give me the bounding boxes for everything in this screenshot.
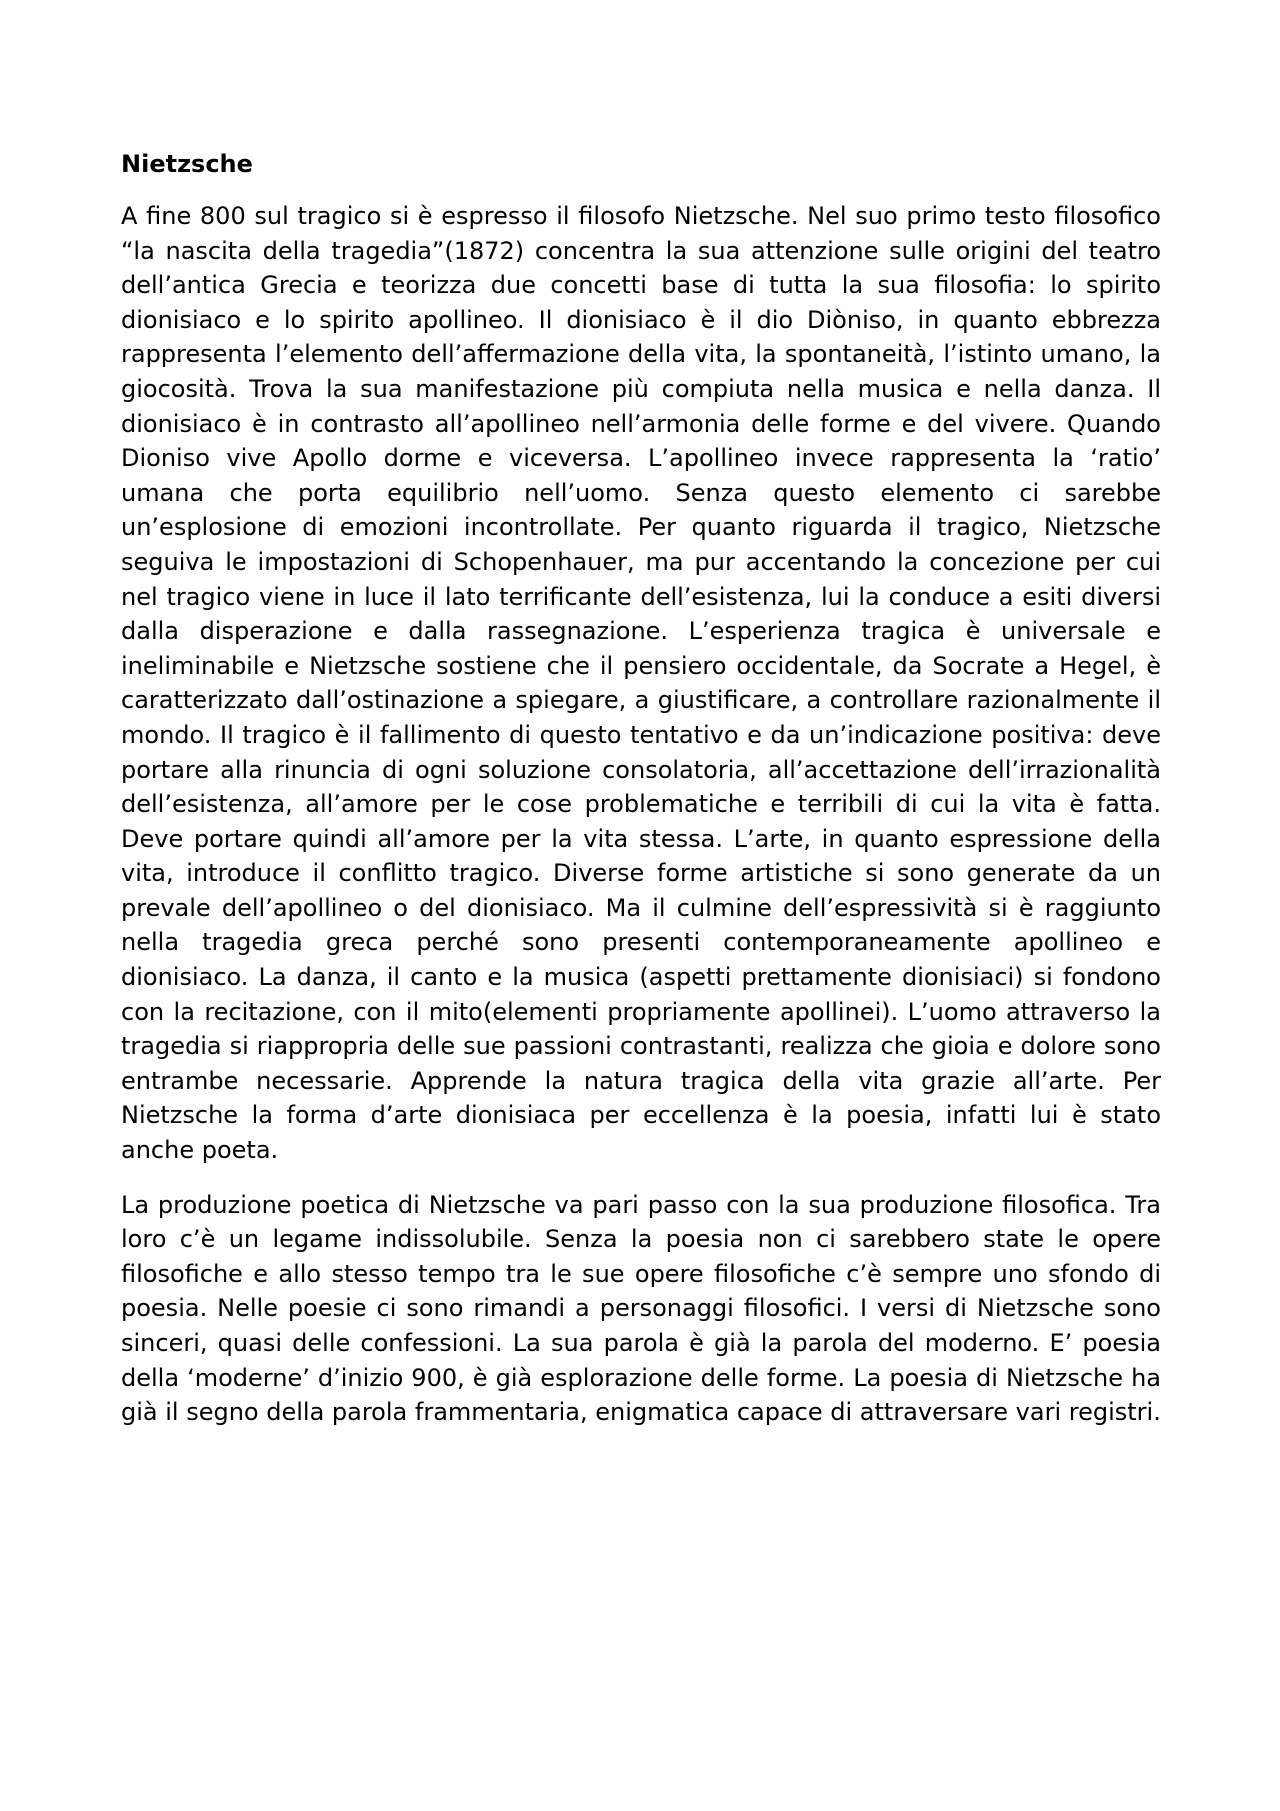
paragraph-tragic: A fine 800 sul tragico si è espresso il filosofo Nietzsche. Nel suo primo testo filosofico “la nascita della tragedia”(1872) concentra la sua attenzione sulle origini del teatro dell’antica Grecia e teorizza due concetti base di tutta la sua filosofia: lo spirito dionisiaco e lo spirito apollineo. Il dionisiaco è il dio Diòniso, in quanto ebbrezza rappresenta l’elemento dell’affermazione della vita, la spontaneità, l’istinto umano, la giocosità. Trova la sua manifestazione più compiuta nella musica e nella danza. Il dionisiaco è in contrasto all’apollineo nell’armonia delle forme e del vivere. Quando Dioniso vive Apollo dorme e viceversa. L’apollineo invece rappresenta la ‘ratio’ umana che porta equilibrio nell’uomo. Senza questo elemento ci sarebbe un’esplosione di emozioni incontrollate. Per quanto riguarda il tragico, Nietzsche seguiva le impostazioni di Schopenhauer, ma pur accentando la concezione per cui nel tragico viene in luce il lato terrificante dell’esistenza, lui la conduce a esiti diversi dalla disperazione e dalla rassegnazione. L’esperienza tragica è universale e ineliminabile e Nietzsche sostiene che il pensiero occidentale, da Socrate a Hegel, è caratterizzato dall’ostinazione a spiegare, a giustificare, a controllare razionalmente il mondo. Il tragico è il fallimento di questo tentativo e da un’indicazione positiva: deve portare alla rinuncia di ogni soluzione consolatoria, all’accettazione dell’irrazionalità dell’esistenza, all’amore per le cose problematiche e terribili di cui la vita è fatta. Deve portare quindi all’amore per la vita stessa. L’arte, in quanto espressione della vita, introduce il conflitto tragico. Diverse forme artistiche si sono generate da un prevale dell’apollineo o del dionisiaco. Ma il culmine dell’espressività si è raggiunto nella tragedia greca perché sono presenti contemporaneamente apollineo e dionisiaco. La danza, il canto e la musica (aspetti prettamente dionisiaci) si fondono con la recitazione, con il mito(elementi propriamente apollinei). L’uomo attraverso la tragedia si riappropria delle sue passioni contrastanti, realizza che gioia e dolore sono entrambe necessarie. Apprende la natura tragica della vita grazie all’arte. Per Nietzsche la forma d’arte dionisiaca per eccellenza è la poesia, infatti lui è stato anche poeta.: [121, 202, 1161, 1165]
document-page: [121, 147, 1161, 1450]
paragraph-poetry: La produzione poetica di Nietzsche va pari passo con la sua produzione filosofica. Tra loro c’è un legame indissolubile. Senza la poesia non ci sarebbero state le opere filosofiche e allo stesso tempo tra le sue opere filosofiche c’è sempre uno sfondo di poesia. Nelle poesie ci sono rimandi a personaggi filosofici. I versi di Nietzsche sono sinceri, quasi delle confessioni. La sua parola è già la parola del moderno. E’ poesia della ‘moderne’ d’inizio 900, è già esplorazione delle forme. La poesia di Nietzsche ha già il segno della parola frammentaria, enigmatica capace di attraversare vari registri.: [121, 1190, 1161, 1427]
document-title: Nietzsche: [121, 150, 253, 178]
